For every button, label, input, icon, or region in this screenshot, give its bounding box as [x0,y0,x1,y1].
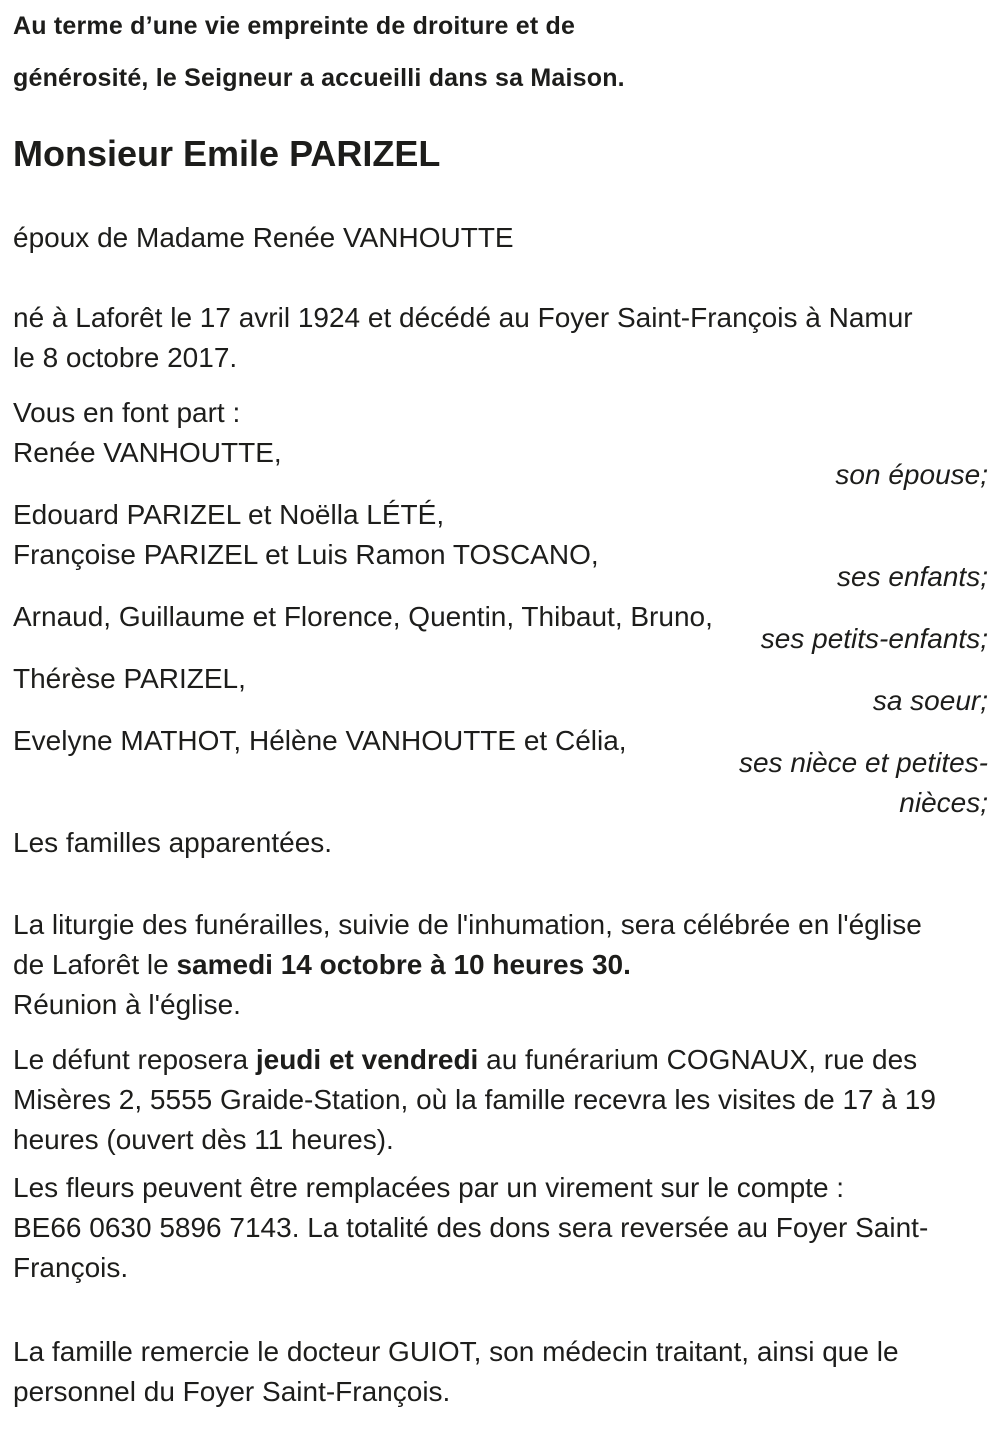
family-names-line: Evelyne MATHOT, Hélène VANHOUTTE et Célia, [13,725,627,756]
spouse-line: époux de Madame Renée VANHOUTTE [13,222,514,253]
donation-line-3: François. [13,1252,129,1283]
funeral-liturgy-paragraph [13,905,988,985]
intro-line-1: Au terme d’une vie empreinte de droiture et de [13,12,576,40]
family-group-nieces [13,721,988,823]
birth-death-paragraph [13,298,988,378]
repose-paragraph [13,1040,988,1160]
intro-line-2: générosité, le Seigneur a accueilli dans sa Maison. [13,64,625,92]
thanks-paragraph [13,1332,988,1412]
thanks-line-1: La famille remercie le docteur GUIOT, son médecin traitant, ainsi que le [13,1336,899,1367]
announcement-intro: Vous en font part : [13,397,241,428]
repose-line-1-suffix: au funérarium COGNAUX, rue des [478,1044,918,1075]
family-group-children [13,495,988,597]
family-names-line: Françoise PARIZEL et Luis Ramon TOSCANO, [13,539,599,570]
repose-line-2: Misères 2, 5555 Graide-Station, où la famille recevra les visites de 17 à 19 [13,1084,936,1115]
family-names-line: Thérèse PARIZEL, [13,663,246,694]
birth-death-line-1: né à Laforêt le 17 avril 1924 et décédé au Foyer Saint-François à Namur [13,302,913,333]
family-role-line: nièces; [899,787,988,818]
donation-paragraph [13,1168,988,1288]
closing-families-line: Les familles apparentées. [13,827,333,858]
family-role-line: ses nièce et petites- [738,747,988,778]
family-names-line: Edouard PARIZEL et Noëlla LÉTÉ, [13,499,445,530]
family-role-line: ses enfants; [837,561,988,592]
family-group-sister [13,659,988,721]
donation-line-2: BE66 0630 5896 7143. La totalité des dons sera reversée au Foyer Saint- [13,1212,929,1243]
repose-line-1 [13,1040,988,1080]
deceased-name-heading: Monsieur Emile PARIZEL [13,133,441,174]
family-role-line: ses petits-enfants; [760,623,988,654]
church-meeting-line: Réunion à l'église. [13,989,241,1020]
liturgy-line-2 [13,945,988,985]
thanks-line-2: personnel du Foyer Saint-François. [13,1376,451,1407]
family-group-grandchildren [13,597,988,659]
liturgy-line-2-prefix: de Laforêt le [13,949,177,980]
repose-line-3: heures (ouvert dès 11 heures). [13,1124,394,1155]
birth-death-line-2: le 8 octobre 2017. [13,342,238,373]
repose-line-1-prefix: Le défunt reposera [13,1044,256,1075]
family-names-line: Renée VANHOUTTE, [13,437,282,468]
donation-line-1: Les fleurs peuvent être remplacées par un virement sur le compte : [13,1172,845,1203]
family-group-spouse [13,433,988,495]
family-role-line: son épouse; [835,459,988,490]
intro-text [13,0,988,104]
repose-days-bold: jeudi et vendredi [255,1044,479,1075]
family-role-line: sa soeur; [872,685,988,716]
funeral-date-bold: samedi 14 octobre à 10 heures 30. [176,949,631,980]
family-names-line: Arnaud, Guillaume et Florence, Quentin, Thibaut, Bruno, [13,601,713,632]
liturgy-line-1: La liturgie des funérailles, suivie de l'inhumation, sera célébrée en l'église [13,909,922,940]
